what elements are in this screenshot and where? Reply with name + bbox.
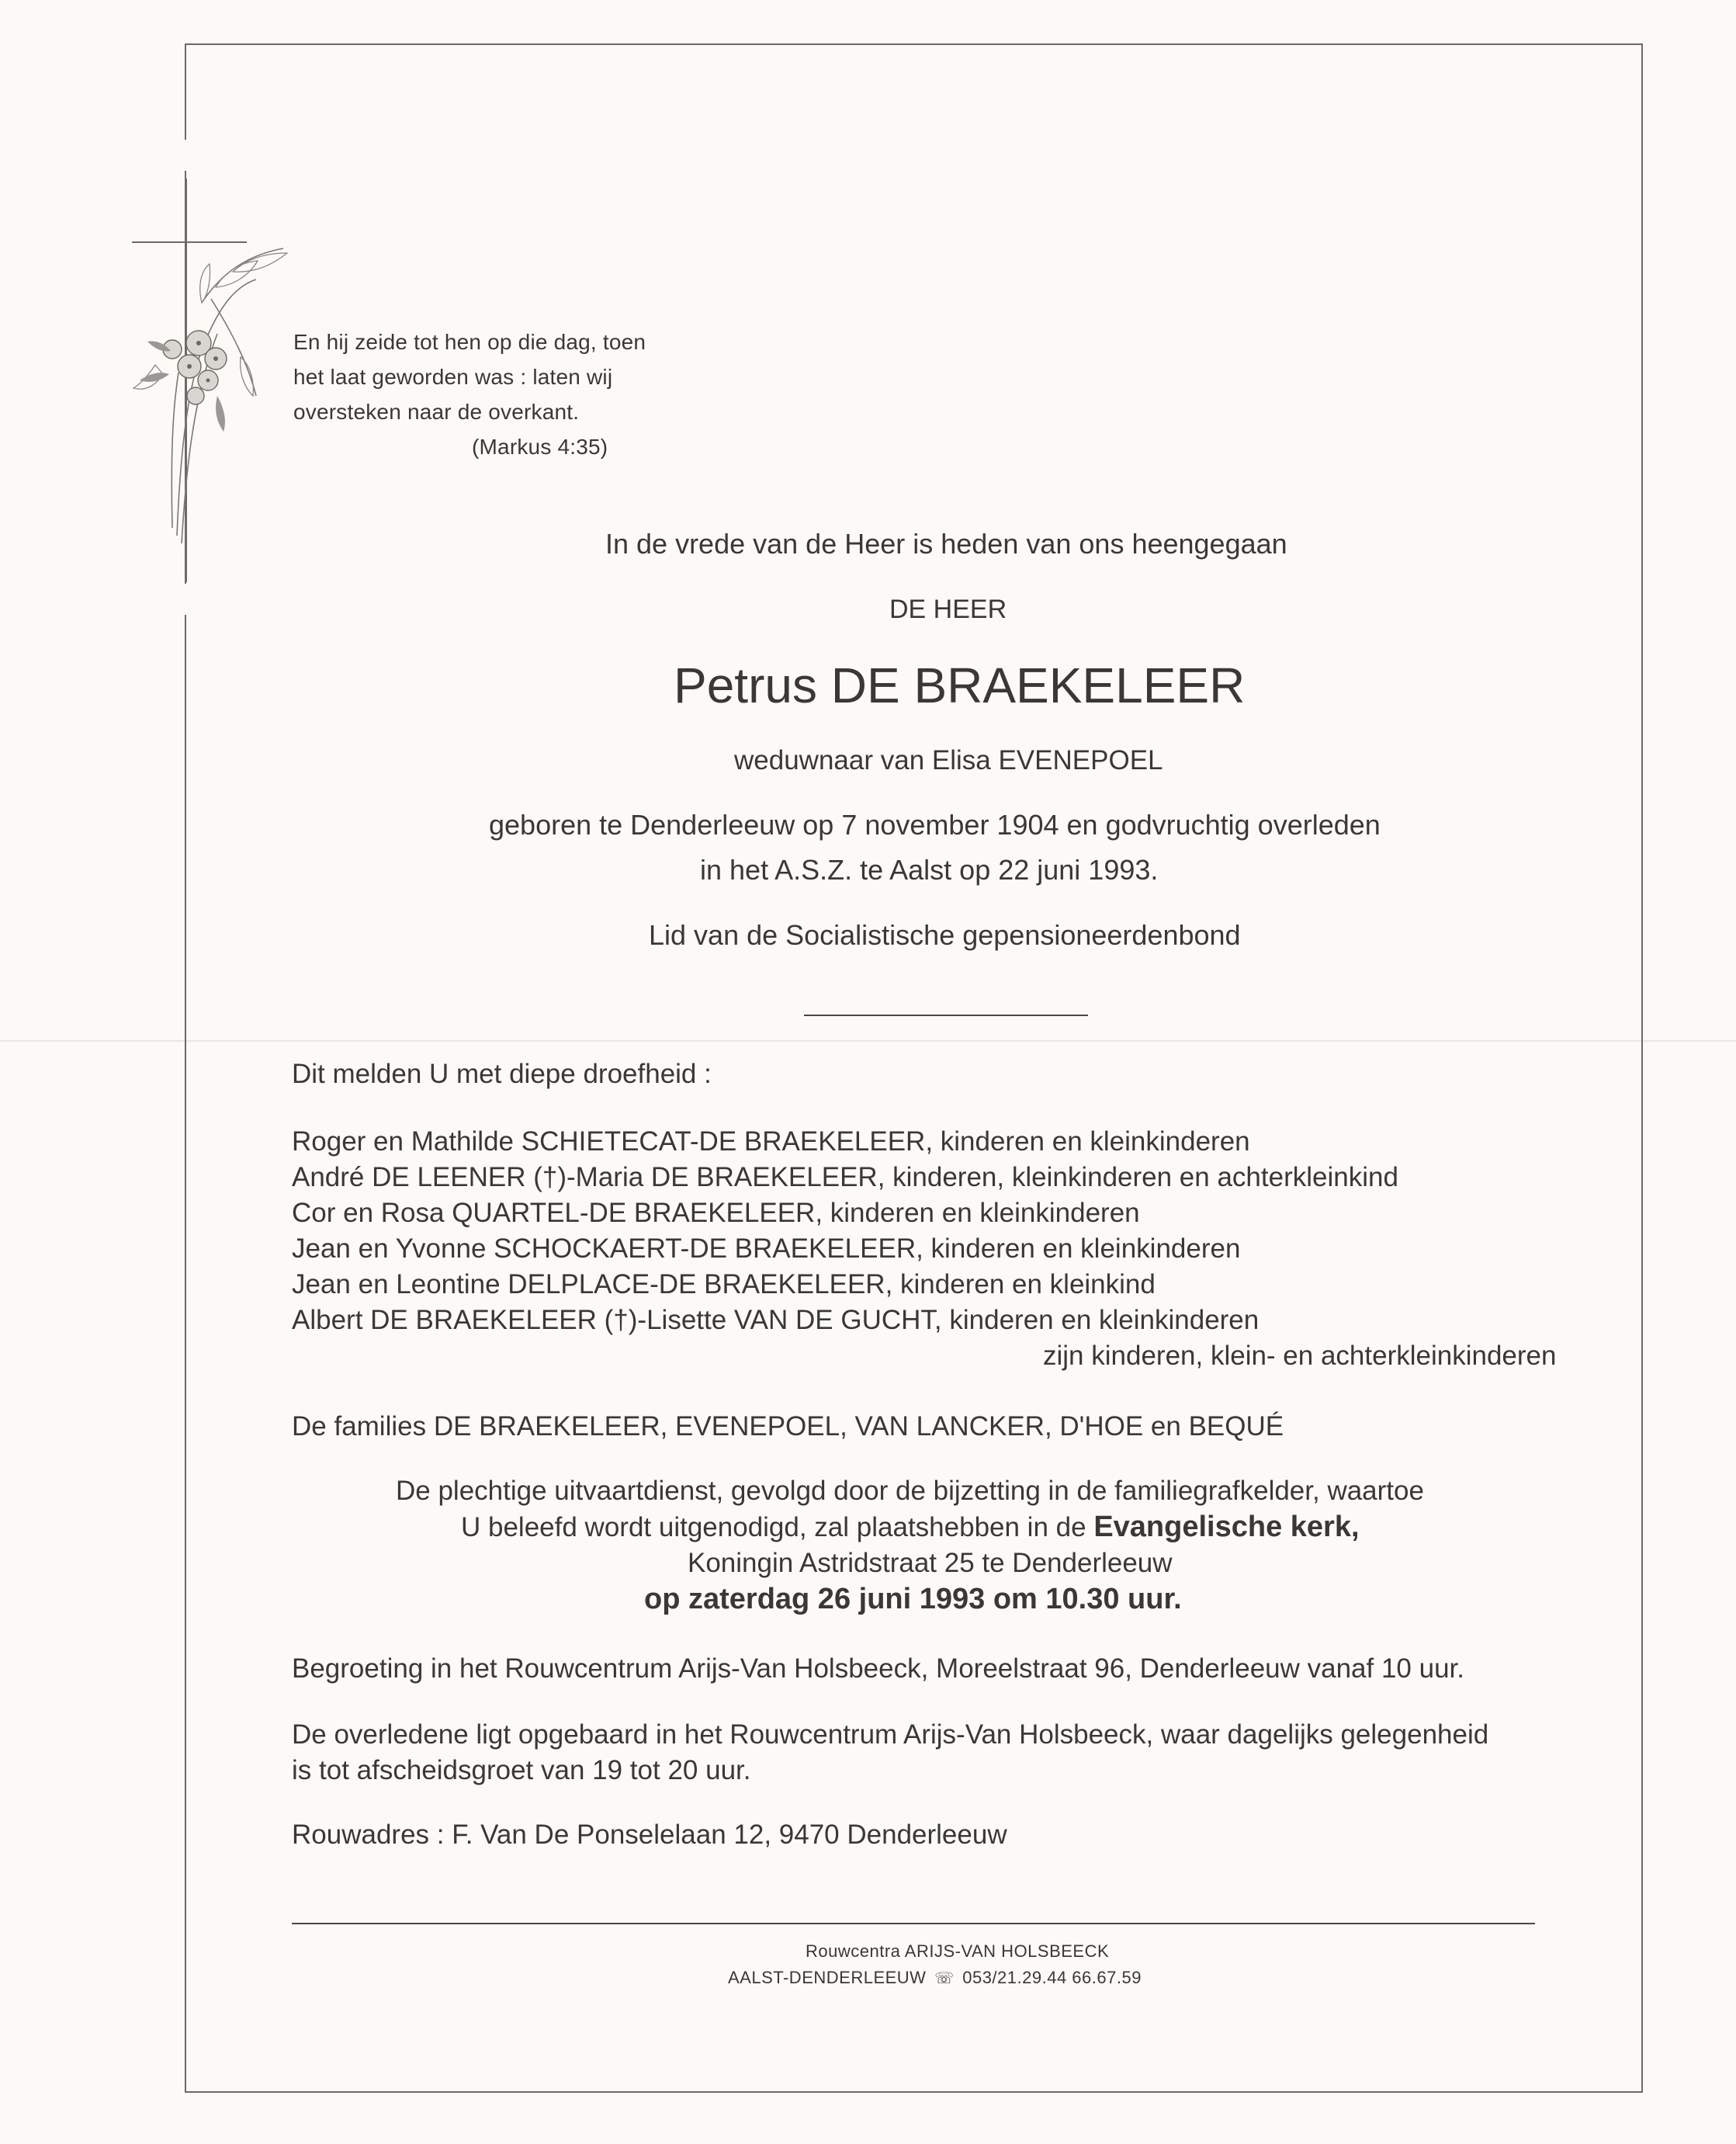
verse-line: oversteken naar de overkant. (293, 400, 580, 424)
service-line-text: U beleefd wordt uitgenodigd, zal plaatshebben in de (461, 1512, 1094, 1542)
church-address: Koningin Astridstraat 25 te Denderleeuw (688, 1548, 1173, 1578)
bible-verse (293, 324, 712, 464)
service-line (185, 1509, 1643, 1546)
funeral-home-phone: 053/21.29.44 66.67.59 (962, 1968, 1142, 1987)
funeral-home-location: AALST-DENDERLEEUW (728, 1968, 927, 1987)
list-item: Cor en Rosa QUARTEL-DE BRAEKELEER, kinderen en kleinkinderen (292, 1198, 1140, 1228)
divider (292, 1923, 1535, 1924)
telephone-icon: ☏ (934, 1970, 955, 1987)
service-details (185, 1473, 1643, 1617)
birth-death-line: in het A.S.Z. te Aalst op 22 juni 1993. (700, 854, 1159, 886)
service-line: De plechtige uitvaartdienst, gevolgd door de bijzetting in de familiegrafkelder, waartoe (396, 1476, 1424, 1506)
widow-of: weduwnaar van Elisa EVENEPOEL (734, 745, 1163, 775)
list-item: Jean en Yvonne SCHOCKAERT-DE BRAEKELEER, kinderen en kleinkinderen (292, 1233, 1241, 1264)
verse-line: En hij zeide tot hen op die dag, toen (293, 330, 646, 354)
info-line: is tot afscheidsgroet van 19 tot 20 uur. (292, 1755, 751, 1785)
verse-line: het laat geworden was : laten wij (293, 365, 613, 389)
relatives-list (292, 1124, 1556, 1374)
announcement-intro: In de vrede van de Heer is heden van ons heengegaan (605, 528, 1287, 560)
funeral-home-name: Rouwcentra ARIJS-VAN HOLSBEECK (806, 1941, 1110, 1961)
mourners-intro: Dit melden U met diepe droefheid : (292, 1059, 712, 1089)
lying-in-state-info (292, 1717, 1488, 1788)
greeting-info: Begroeting in het Rouwcentrum Arijs-Van Holsbeeck, Moreelstraat 96, Denderleeuw vanaf 10 uur. (292, 1653, 1464, 1684)
deceased-name: Petrus DE BRAEKELEER (674, 657, 1246, 713)
funeral-home-contact (185, 1965, 1643, 1992)
birth-death-line: geboren te Denderleeuw op 7 november 1904 en godvruchtig overleden (489, 809, 1381, 841)
divider (804, 1015, 1088, 1016)
service-datetime: op zaterdag 26 juni 1993 om 10.30 uur. (644, 1583, 1182, 1615)
funeral-home-footer (185, 1938, 1643, 1992)
info-line: De overledene ligt opgebaard in het Rouwcentrum Arijs-Van Holsbeeck, waar dagelijks gelegenheid (292, 1719, 1489, 1750)
list-item: Albert DE BRAEKELEER (†)-Lisette VAN DE GUCHT, kinderen en kleinkinderen (292, 1305, 1260, 1335)
verse-reference: (Markus 4:35) (472, 435, 608, 459)
church-name: Evangelische kerk, (1093, 1511, 1360, 1543)
membership: Lid van de Socialistische gepensioneerdenbond (649, 919, 1241, 951)
honorific-title: DE HEER (889, 595, 1007, 624)
list-item: André DE LEENER (†)-Maria DE BRAEKELEER, kinderen, kleinkinderen en achterkleinkind (292, 1162, 1398, 1192)
relatives-summary: zijn kinderen, klein- en achterkleinkinderen (1043, 1341, 1557, 1371)
families-line: De families DE BRAEKELEER, EVENEPOEL, VAN LANCKER, D'HOE en BEQUÉ (292, 1411, 1284, 1441)
cross-with-flowers-icon (124, 163, 303, 598)
list-item: Roger en Mathilde SCHIETECAT-DE BRAEKELEER, kinderen en kleinkinderen (292, 1126, 1250, 1157)
list-item: Jean en Leontine DELPLACE-DE BRAEKELEER, kinderen en kleinkind (292, 1269, 1156, 1299)
mourning-address: Rouwadres : F. Van De Ponselelaan 12, 9470 Denderleeuw (292, 1820, 1007, 1850)
